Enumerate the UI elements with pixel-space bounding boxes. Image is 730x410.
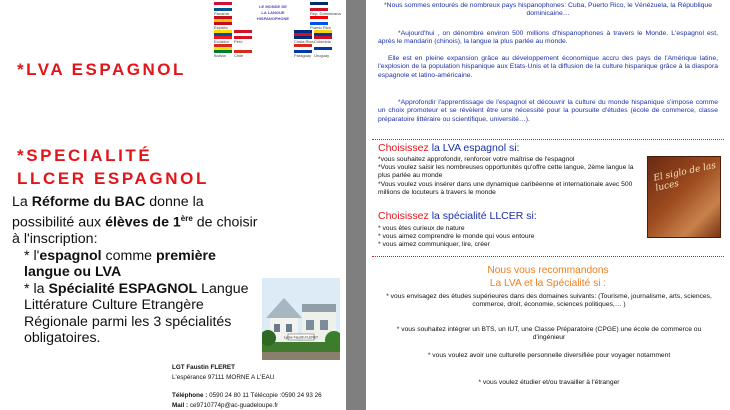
reform-text-bold: Réforme du BAC bbox=[31, 194, 146, 210]
students-text-bold: élèves de 1 bbox=[105, 214, 181, 231]
reform-text: donne la possibilité aux bbox=[12, 194, 204, 231]
list-item: * vous aimez comprendre le monde qui vous entoure bbox=[378, 233, 535, 241]
recommendation-item-culture: * vous voulez avoir une culturelle personnelle diversifiée pour voyager notamment bbox=[427, 352, 671, 359]
country-flag-icon bbox=[234, 44, 252, 53]
llcer-choice-rest: la spécialité LLCER si: bbox=[428, 210, 537, 222]
lva-option-paragraph bbox=[12, 248, 262, 281]
country-flag-icon bbox=[294, 44, 312, 53]
mail-value: ce9710774p@ac-guadeloupe.fr bbox=[188, 401, 279, 409]
school-photo bbox=[262, 278, 340, 360]
lva-choice-rest: la LVA espagnol si: bbox=[428, 142, 520, 154]
country-flag-icon bbox=[294, 30, 312, 39]
country-flag-label: Colombia bbox=[314, 39, 331, 44]
country-flag-icon bbox=[214, 2, 232, 11]
book-title: El siglo de las luces bbox=[652, 160, 717, 194]
country-flag-icon bbox=[234, 30, 252, 39]
recommendation-item-bts: * vous souhaitez intégrer un BTS, un IUT, une Classe Préparatoire (CPGE) une école de commerce ou d'ingénieur bbox=[396, 326, 702, 342]
school-name-text: LGT Faustin FLERET bbox=[172, 364, 235, 371]
specialite-title-line: *SPECIALITÉ bbox=[17, 146, 153, 165]
option-text-bold: espagnol bbox=[39, 247, 102, 264]
intro-speakers: *Aujourd'hui , on dénombre environ 500 millions d'hispanophones à travers le Monde. L'espagnol est, après le mandarin (chinois), la langue la plus parlée au monde. bbox=[378, 30, 718, 46]
reform-description bbox=[12, 194, 262, 347]
llcer-reasons-list bbox=[378, 225, 646, 250]
option-text-bold: première langue ou LVA bbox=[24, 247, 216, 281]
list-item: * vous êtes curieux de nature bbox=[378, 225, 465, 232]
recommendation-item-studies: * vous envisagez des études supérieures dans des domaines suivants: (Tourisme, journalisme, arts, sciences, commerce, droit, économie, sciences politiques,… ) bbox=[386, 293, 712, 309]
choose-word: Choisissez bbox=[378, 210, 429, 222]
option-text: Langue Littérature Culture Etrangère Régionale parmi les 3 spécialités obligatoires. bbox=[24, 280, 249, 347]
country-flag-label: Rep. Dominicana bbox=[310, 11, 341, 16]
list-item: *vous souhaitez approfondir, renforcer votre maîtrise de l'espagnol bbox=[378, 156, 575, 163]
country-flag-icon bbox=[314, 30, 332, 39]
brochure-left-page bbox=[0, 0, 346, 410]
intro-expansion: Elle est en pleine expansion grâce au développement économique accru des pays de l'Amérique latine, l'explosion de la population hispanique aux Etats-Unis et la diffusion de la culture hispanique grâce à la diaspora espagnole et latino-américaine. bbox=[378, 55, 718, 79]
recommendation-line-2: La LVA et la Spécialité si : bbox=[489, 278, 607, 289]
brochure-right-page bbox=[366, 0, 730, 410]
flags-banner-text: LE MONDE DE LA LANGUE HISPANOPHONE bbox=[256, 4, 290, 21]
school-name bbox=[172, 363, 346, 373]
country-flag-label: Chile bbox=[234, 53, 244, 58]
choose-word: Choisissez bbox=[378, 142, 429, 154]
list-item: * vous aimez communiquer, lire, créer bbox=[378, 241, 490, 249]
intro-studies: *Approfondir l'apprentissage de l'espagnol et découvrir la culture du monde hispanique s'impose comme un choix promoteur et se révèlent être une nécessité pour la poursuite d'études (école de commerce, classe préparatoire littéraire ou scientifique, université…). bbox=[378, 99, 718, 123]
school-contact bbox=[172, 363, 346, 410]
mail-label: Mail : bbox=[172, 401, 189, 409]
country-flag-icon bbox=[214, 16, 232, 25]
llcer-choice-title bbox=[378, 210, 537, 222]
reform-paragraph bbox=[12, 194, 262, 248]
recommendation-title bbox=[372, 264, 724, 290]
lva-choice-title bbox=[378, 142, 519, 154]
recommendation-line-1: Nous vous recommandons bbox=[487, 265, 609, 276]
phone-label: Téléphone : bbox=[172, 392, 208, 399]
country-flag-label: Ecuador bbox=[214, 39, 229, 44]
country-flag-icon bbox=[214, 30, 232, 39]
flags-banner bbox=[214, 2, 341, 58]
option-text-bold: Spécialité ESPAGNOL bbox=[48, 280, 198, 297]
option-text: * la bbox=[24, 280, 49, 297]
recommendation-item-abroad: * vous voulez étudier et/ou travailler à l'étranger bbox=[478, 379, 620, 386]
country-flag-label: Bolivia bbox=[214, 53, 226, 58]
country-flag-label: Panamá bbox=[214, 11, 229, 16]
country-flag-icon bbox=[310, 16, 328, 25]
option-text: comme bbox=[101, 247, 157, 264]
specialite-llcer-title bbox=[17, 144, 209, 190]
school-address: L'espérance 97111 MORNE A L'EAU bbox=[172, 373, 275, 381]
country-flag-label: Perú bbox=[234, 39, 243, 44]
country-flag-icon bbox=[314, 44, 332, 53]
school-phone bbox=[172, 391, 346, 401]
lva-reasons-list bbox=[378, 156, 646, 197]
option-text: * l' bbox=[24, 247, 40, 264]
country-flag-label: España bbox=[214, 25, 228, 30]
section-divider bbox=[372, 256, 724, 257]
llcer-espagnol-title-line: LLCER ESPAGNOL bbox=[17, 169, 209, 188]
school-sign-text: Lycée Faustin FLERET bbox=[284, 335, 318, 340]
section-divider bbox=[372, 139, 724, 140]
reform-text: La bbox=[12, 194, 32, 210]
country-flag-icon bbox=[310, 2, 328, 11]
list-item: *Vous voulez saisir les nombreuses opportunités qu'offre cette langue, 2ème langue la plus parlée au monde bbox=[378, 164, 634, 180]
intro-neighbours: *Nous sommes entourés de nombreux pays hispanophones: Cuba, Puerto Rico, le Vénézuela, la République dominicaine… bbox=[384, 2, 712, 18]
specialite-option-paragraph bbox=[12, 281, 262, 347]
country-flag-label: Paraguay bbox=[294, 53, 312, 58]
phone-value: 0590 24 80 11 Télécopie :0590 24 93 26 bbox=[207, 392, 322, 399]
lva-espagnol-title: *LVA ESPAGNOL bbox=[17, 60, 186, 79]
school-mail bbox=[172, 401, 346, 410]
country-flag-label: Uruguay bbox=[314, 53, 330, 58]
students-superscript: ère bbox=[180, 213, 193, 223]
reform-text: de choisir à l'inscription: bbox=[12, 214, 258, 247]
country-flag-label: Puerto Rico bbox=[310, 25, 331, 30]
country-flag-label: Costa Rica bbox=[294, 39, 314, 44]
list-item: *Vous voulez vous insérer dans une dynamique caribéenne et internationale avec 500 millions de locuteurs à travers le monde bbox=[378, 180, 633, 196]
school-building-image bbox=[262, 278, 340, 360]
country-flag-icon bbox=[214, 44, 232, 53]
book-cover-image bbox=[647, 156, 721, 238]
